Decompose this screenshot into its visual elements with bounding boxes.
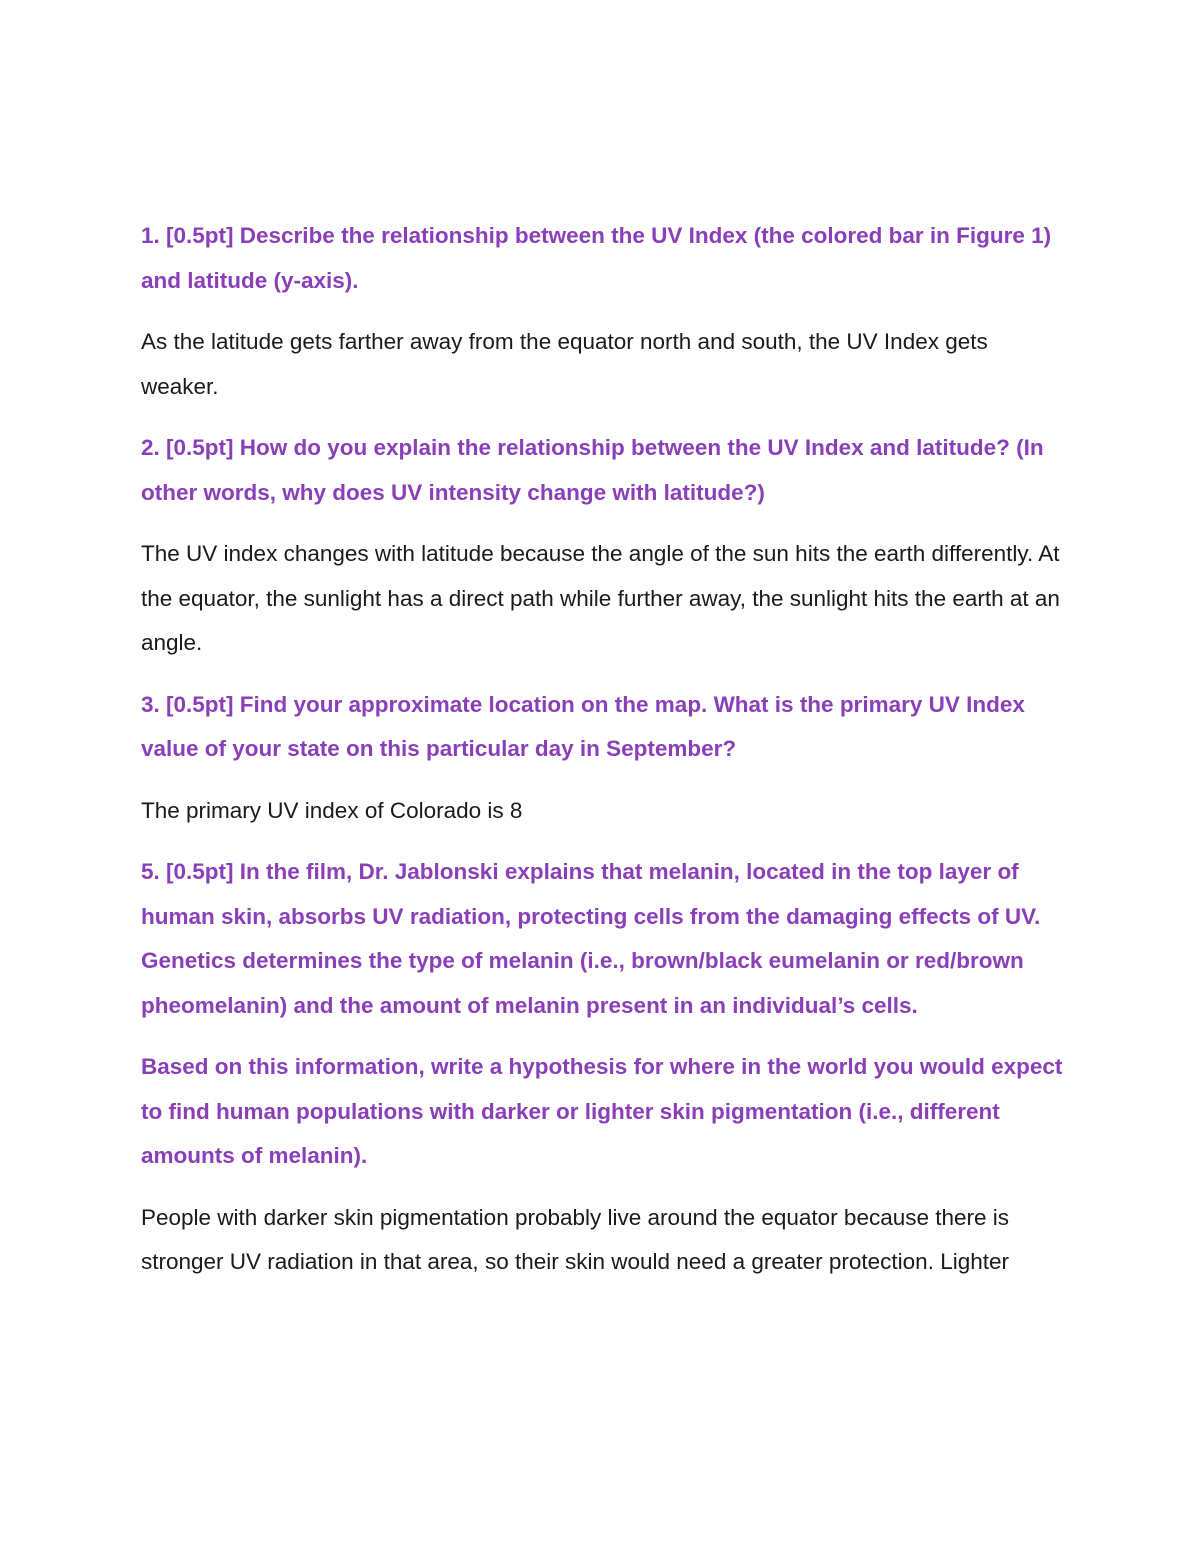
answer-3: The primary UV index of Colorado is 8 [141, 797, 523, 823]
answer-5: People with darker skin pigmentation probably live around the equator because there is stronger UV radiation in that area, so their skin would need a greater protection. Lighter [141, 1204, 1010, 1274]
answer-1: As the latitude gets farther away from the equator north and south, the UV Index gets weaker. [141, 329, 988, 399]
question-3: 3. [0.5pt] Find your approximate location on the map. What is the primary UV Index value of your state on this particular day in September? [141, 691, 1025, 761]
question-5-prompt: Based on this information, write a hypothesis for where in the world you would expect to find human populations with darker or lighter skin pigmentation (i.e., different amounts of melanin). [141, 1054, 1063, 1168]
question-1: 1. [0.5pt] Describe the relationship between the UV Index (the colored bar in Figure 1) and latitude (y-axis). [141, 223, 1052, 293]
document-page [141, 214, 1071, 1302]
question-5: 5. [0.5pt] In the film, Dr. Jablonski explains that melanin, located in the top layer of human skin, absorbs UV radiation, protecting cells from the damaging effects of UV. Genetics determines the type of melanin (i.e., brown/black eumelanin or red/brown pheomelanin) and the amount of melanin present in an individual’s cells. [141, 859, 1041, 1018]
answer-2: The UV index changes with latitude because the angle of the sun hits the earth differently. At the equator, the sunlight has a direct path while further away, the sunlight hits the earth at an angle. [141, 541, 1060, 655]
question-2: 2. [0.5pt] How do you explain the relationship between the UV Index and latitude? (In other words, why does UV intensity change with latitude?) [141, 435, 1044, 505]
